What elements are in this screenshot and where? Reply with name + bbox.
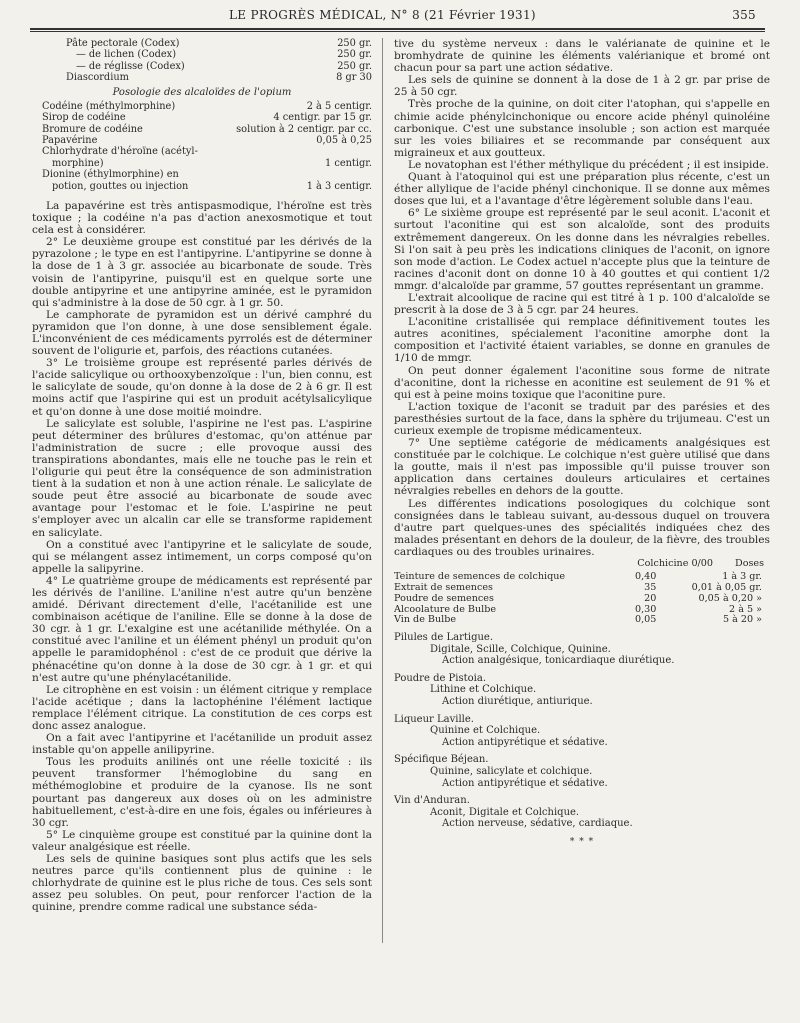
specialty-action: Action antipyrétique et sédative.: [442, 736, 608, 748]
paragraph: Tous les produits anilinés ont une réelle toxicité : ils peuvent transformer l'hémoglobine du sang en méthémoglobine et produire de la cyanose. Ils ne sont pourtant pas dangereux aux doses où on les administre habituellement, c'est-à-dire en une fois, égales ou inférieures à 30 cgr.: [32, 756, 372, 829]
paragraph: L'aconitine cristallisée qui remplace définitivement toutes les autres aconitines, spécialement l'aconitine amorphe dont la composition et l'activité étaient variables, se donne en granules de 1/10 de mmgr.: [394, 316, 770, 365]
left-column: [32, 38, 372, 914]
posology-line: Papavérine 0,05 à 0,25: [42, 134, 372, 146]
specialty-composition: Digitale, Scille, Colchique, Quinine.: [430, 643, 611, 655]
table-row: Alcoolature de Bulbe 0,30 2 à 5 »: [394, 603, 762, 615]
table-col-doses: Doses: [735, 558, 764, 570]
colchique-table: [394, 572, 770, 626]
specialty-title: Vin d'Anduran.: [394, 795, 470, 807]
paragraph: Le salicylate est soluble, l'aspirine ne l'est pas. L'aspirine peut déterminer des brûlures d'estomac, qu'on atténue par l'administration de sucre ; elle provoque aussi des transpirations abondantes, mais elle ne touche pas le rein et l'oligurie qui peut être la conséquence de son administration tient à la sudation et non à une action rénale. Le salicylate de soude peut être associé au bicarbonate de soude avec avantage pour l'estomac et le foie. L'aspirine ne peut s'employer avec un alcalin car elle se transforme rapidement en salicylate.: [32, 417, 372, 539]
paragraph: Le citrophène en est voisin : un élément citrique y remplace l'acide acétique ; dans la lactophénine l'élément lactique remplace l'élément citrique. La constitution de ces corps est donc assez analogue.: [32, 683, 372, 732]
colchique-table-header: [394, 558, 770, 570]
paragraph: 5° Le cinquième groupe est constitué par la quinine dont la valeur analgésique est réelle.: [32, 828, 372, 853]
specialty-entry: [394, 795, 770, 830]
specialty-title: Liqueur Laville.: [394, 713, 474, 725]
specialty-title: Spécifique Béjean.: [394, 754, 489, 766]
paragraph: Les sels de quinine se donnent à la dose de 1 à 2 gr. par prise de 25 à 50 cgr.: [394, 74, 770, 99]
paragraph: tive du système nerveux : dans le valérianate de quinine et le bromhydrate de quinine les éléments valérianique et bromé ont chacun pour sa part une action sédative.: [394, 38, 770, 75]
rx-line: — de réglisse (Codex) 250 gr.: [76, 60, 372, 72]
paragraph: La papavérine est très antispasmodique, l'héroïne est très toxique ; la codéine n'a pas d'action anexosmotique et tout cela est à considérer.: [32, 199, 372, 237]
paragraph: Très proche de la quinine, on doit citer l'atophan, qui s'appelle en chimie acide phénylcinchonique ou encore acide phényl quinoléine carbonique. C'est une substance insoluble ; son action est marquée sur les voies biliaires et se recommande par conséquent aux migraineux et aux goutteux.: [394, 98, 770, 159]
right-column: [394, 38, 770, 848]
header-rule: [30, 28, 765, 32]
page-header: [24, 6, 776, 24]
specialty-composition: Aconit, Digitale et Colchique.: [430, 806, 580, 818]
paragraph: L'action toxique de l'aconit se traduit par des parésies et des paresthésies surtout de la face, dans la sphère du trijumeau. C'est un curieux exemple de tropisme médicamenteux.: [394, 400, 770, 437]
paragraph: 4° Le quatrième groupe de médicaments est représenté par les dérivés de l'aniline. L'aniline n'est autre qu'un benzène amidé. Dérivant directement d'elle, l'acétanilide est une combinaison acétique de l'aniline. Elle se donne à la dose de 30 cgr. à 1 gr. L'exalgine est une acétanilide méthylée. On a constitué avec l'aniline et un élément phényl un produit qu'on appelle le paramidophénol : c'est de ce produit que dérive la phénacétine qu'on donne à la dose de 30 cgr. à 1 gr. et qui n'est autre qu'une phénylacétanilide.: [32, 574, 372, 684]
specialty-entry: [394, 673, 770, 708]
paragraph: 3° Le troisième groupe est représenté parles dérivés de l'acide salicylique ou orthooxybenzoïque : l'un, bien connu, est le salicylate de soude, qu'on donne à la dose de 2 à 6 gr. Il est moins actif que l'aspirine qui est un produit acétylsalicylique et qu'on donne à une dose moitié moindre.: [32, 357, 372, 418]
paragraph: Quant à l'atoquinol qui est une préparation plus récente, c'est un éther allylique de l'acide phényl cinchonique. Il se donne aux mêmes doses que lui, et a l'avantage d'être légèrement soluble dans l'eau.: [394, 171, 770, 208]
column-divider: [382, 38, 383, 943]
posology-line: Bromure de codéine solution à 2 centigr. par cc.: [42, 123, 372, 135]
rx-line: Pâte pectorale (Codex) 250 gr.: [66, 38, 372, 49]
posology-line: Chlorhydrate d'héroïne (acétyl-: [42, 146, 198, 158]
page-number: 355: [732, 8, 756, 22]
posology-line: potion, gouttes ou injection 1 à 3 centigr.: [52, 180, 372, 192]
paragraph: On a fait avec l'antipyrine et l'acétanilide un produit assez instable qu'on appelle anilipyrine.: [32, 732, 372, 757]
paragraph: 2° Le deuxième groupe est constitué par les dérivés de la pyrazolone ; le type en est l'antipyrine. L'antipyrine se donne à la dose de 1 à 3 gr. associée au bicarbonate de soude. Très voisin de l'antipyrine, puisqu'il est en quelque sorte une double antipyrine et une antipyrine aminée, est le pyramidon qui s'administre à la dose de 50 cgr. à 1 gr. 50.: [32, 236, 372, 309]
paragraph: 6° Le sixième groupe est représenté par le seul aconit. L'aconit et surtout l'aconitine qui est son alcaloïde, sont des produits extrêmement dangereux. On les donne dans les névralgies rebelles. Si l'on sait à peu près les indications cliniques de l'aconit, on ignore son mode d'action. Le Codex actuel n'accepte plus que la teinture de racines d'aconit dont on donne 10 à 40 gouttes et qui contient 1/2 mmgr. d'alcaloïde par gramme, 57 gouttes représentant un gramme.: [394, 207, 770, 292]
table-row: Teinture de semences de colchique 0,40 1 à 3 gr.: [394, 571, 762, 583]
paragraph: 7° Une septième catégorie de médicaments analgésiques est constituée par le colchique. Le colchique n'est guère utilisé que dans la goutte, mais il n'est pas impossible qu'il puisse trouver son application dans certaines douleurs articulaires et certaines névralgies rebelles en dehors de la goutte.: [394, 437, 770, 498]
end-mark: * * *: [569, 837, 595, 848]
posology-line: Dionine (éthylmorphine) en: [42, 169, 179, 181]
specialty-entry: [394, 714, 770, 749]
paragraph: On a constitué avec l'antipyrine et le salicylate de soude, qui se mélangent assez intimement, un corps composé qu'on appelle la salipyrine.: [32, 538, 372, 575]
specialty-title: Pilules de Lartigue.: [394, 632, 494, 644]
paragraph: L'extrait alcoolique de racine qui est titré à 1 p. 100 d'alcaloïde se prescrit à la dose de 3 à 5 cgr. par 24 heures.: [394, 291, 770, 317]
specialty-action: Action analgésique, tonicardiaque diurétique.: [442, 655, 675, 667]
posology-line: Sirop de codéine 4 centigr. par 15 gr.: [42, 112, 372, 124]
table-row: Vin de Bulbe 0,05 5 à 20 »: [394, 614, 762, 626]
rx-line: Diascordium 8 gr 30: [66, 72, 372, 84]
paragraph: Les différentes indications posologiques du colchique sont consignées dans le tableau suivant, au-dessous duquel on trouvera d'autre part quelques-unes des spécialités indiquées chez des malades présentant en dehors de la douleur, de la fièvre, des troubles cardiaques ou des troubles urinaires.: [394, 497, 770, 558]
posology-line: morphine) 1 centigr.: [52, 157, 372, 169]
table-row: Extrait de semences 35 0,01 à 0,05 gr.: [394, 581, 762, 593]
running-title: LE PROGRÈS MÉDICAL, N° 8 (21 Février 1931): [229, 8, 536, 22]
rx-line: — de lichen (Codex) 250 gr.: [76, 49, 372, 61]
specialty-composition: Quinine et Colchique.: [430, 725, 541, 737]
paragraph: Le camphorate de pyramidon est un dérivé camphré du pyramidon que l'on donne, à une dose sensiblement égale. L'inconvénient de ces médicaments pyrrolés est de déterminer souvent de l'oligurie et, parfois, des réactions cutanées.: [32, 308, 372, 358]
table-row: Poudre de semences 20 0,05 à 0,20 »: [394, 592, 762, 604]
paragraph: Les sels de quinine basiques sont plus actifs que les sels neutres parce qu'ils contiennent plus de quinine : le chlorhydrate de quinine est le plus riche de tous. Ces sels sont assez peu solubles. On peut, pour renforcer l'action de la quinine, prendre comme radical une substance séda-: [32, 853, 372, 914]
specialty-entry: [394, 632, 770, 667]
specialty-action: Action antipyrétique et sédative.: [442, 777, 608, 789]
specialty-composition: Lithine et Colchique.: [430, 684, 537, 696]
paragraph: On peut donner également l'aconitine sous forme de nitrate d'aconitine, dont la richesse en aconitine est seulement de 91 % et qui est à peine moins toxique que l'aconitine pure.: [394, 364, 770, 401]
table-col-colchicine: Colchicine 0/00: [637, 558, 713, 570]
specialty-entry: [394, 754, 770, 789]
specialty-title: Poudre de Pistoia.: [394, 672, 486, 684]
specialty-action: Action diurétique, antiurique.: [442, 696, 593, 708]
posology-line: Codéine (méthylmorphine) 2 à 5 centigr.: [42, 100, 372, 112]
specialty-action: Action nerveuse, sédative, cardiaque.: [442, 818, 633, 830]
specialty-composition: Quinine, salicylate et colchique.: [430, 766, 593, 778]
section-heading: Posologie des alcaloïdes de l'opium: [112, 86, 292, 98]
paragraph: Le novatophan est l'éther méthylique du précédent ; il est insipide.: [408, 158, 769, 171]
